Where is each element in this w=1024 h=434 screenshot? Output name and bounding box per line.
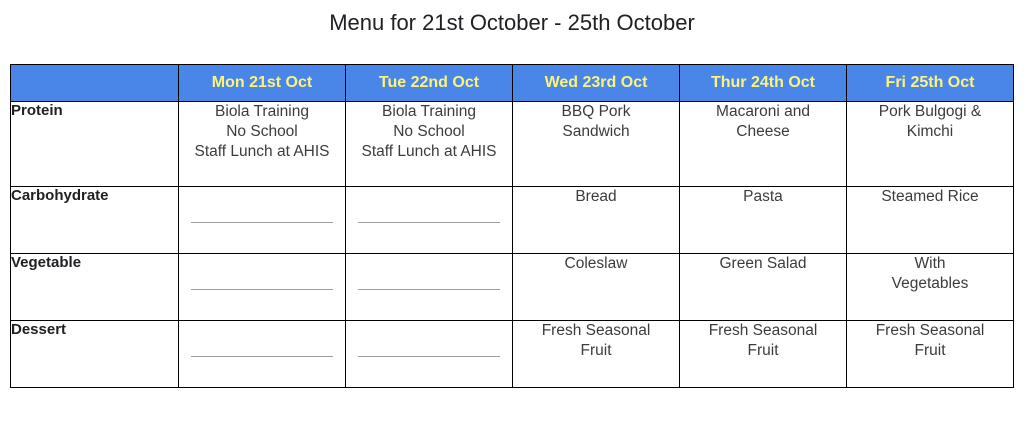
cell-text: Pork Bulgogi & [878,103,982,120]
cell-text: Fruit [747,342,779,359]
table-row-protein [11,102,1014,187]
menu-cell [847,187,1014,254]
cell-text: Fresh Seasonal [541,322,651,339]
cell-text: Sandwich [562,123,630,140]
cell-text: Staff Lunch at AHIS [194,143,330,160]
cell-text: Kimchi [906,123,954,140]
menu-cell [179,102,346,187]
menu-cell [847,102,1014,187]
cell-text: Biola Training [382,103,476,120]
menu-cell [847,321,1014,388]
cell-text: Coleslaw [564,255,628,272]
menu-cell [680,187,847,254]
table-row-carbohydrate [11,187,1014,254]
day-header: Tue 22nd Oct [346,65,513,102]
blank-line [358,356,500,357]
cell-text: Green Salad [719,255,807,272]
row-label: Protein [11,102,179,187]
cell-text: Macaroni and [716,103,810,120]
cell-text: BBQ Pork [561,103,631,120]
menu-cell-empty [346,254,513,321]
cell-text: Bread [575,188,617,205]
day-header: Mon 21st Oct [179,65,346,102]
cell-text: Fruit [580,342,612,359]
menu-cell-empty [179,254,346,321]
table-row-vegetable [11,254,1014,321]
menu-cell [513,321,680,388]
cell-text: Fruit [914,342,946,359]
blank-line [191,222,333,223]
day-header: Fri 25th Oct [847,65,1014,102]
cell-text: Staff Lunch at AHIS [361,143,497,160]
cell-text: Biola Training [215,103,309,120]
menu-cell [513,187,680,254]
cell-text: No School [393,123,465,140]
row-label: Vegetable [11,254,179,321]
table-row-dessert [11,321,1014,388]
cell-text: Fresh Seasonal [708,322,818,339]
menu-cell [680,321,847,388]
menu-cell [513,102,680,187]
menu-cell [680,102,847,187]
blank-line [191,356,333,357]
day-header: Thur 24th Oct [680,65,847,102]
cell-text: Pasta [743,188,783,205]
menu-cell-empty [179,187,346,254]
menu-cell [680,254,847,321]
row-label: Carbohydrate [11,187,179,254]
menu-cell-empty [346,321,513,388]
header-corner-cell [11,65,179,102]
cell-text: With [914,255,946,272]
header-row [11,65,1014,102]
page-title: Menu for 21st October - 25th October [329,10,695,35]
blank-line [358,289,500,290]
day-header: Wed 23rd Oct [513,65,680,102]
menu-cell [346,102,513,187]
menu-cell-empty [179,321,346,388]
cell-text: Steamed Rice [881,188,979,205]
cell-text: Cheese [736,123,790,140]
blank-line [358,222,500,223]
cell-text: Fresh Seasonal [875,322,985,339]
menu-table [10,64,1014,388]
cell-text: Vegetables [891,275,969,292]
menu-cell [513,254,680,321]
cell-text: No School [226,123,298,140]
blank-line [191,289,333,290]
menu-cell-empty [346,187,513,254]
row-label: Dessert [11,321,179,388]
menu-cell [847,254,1014,321]
